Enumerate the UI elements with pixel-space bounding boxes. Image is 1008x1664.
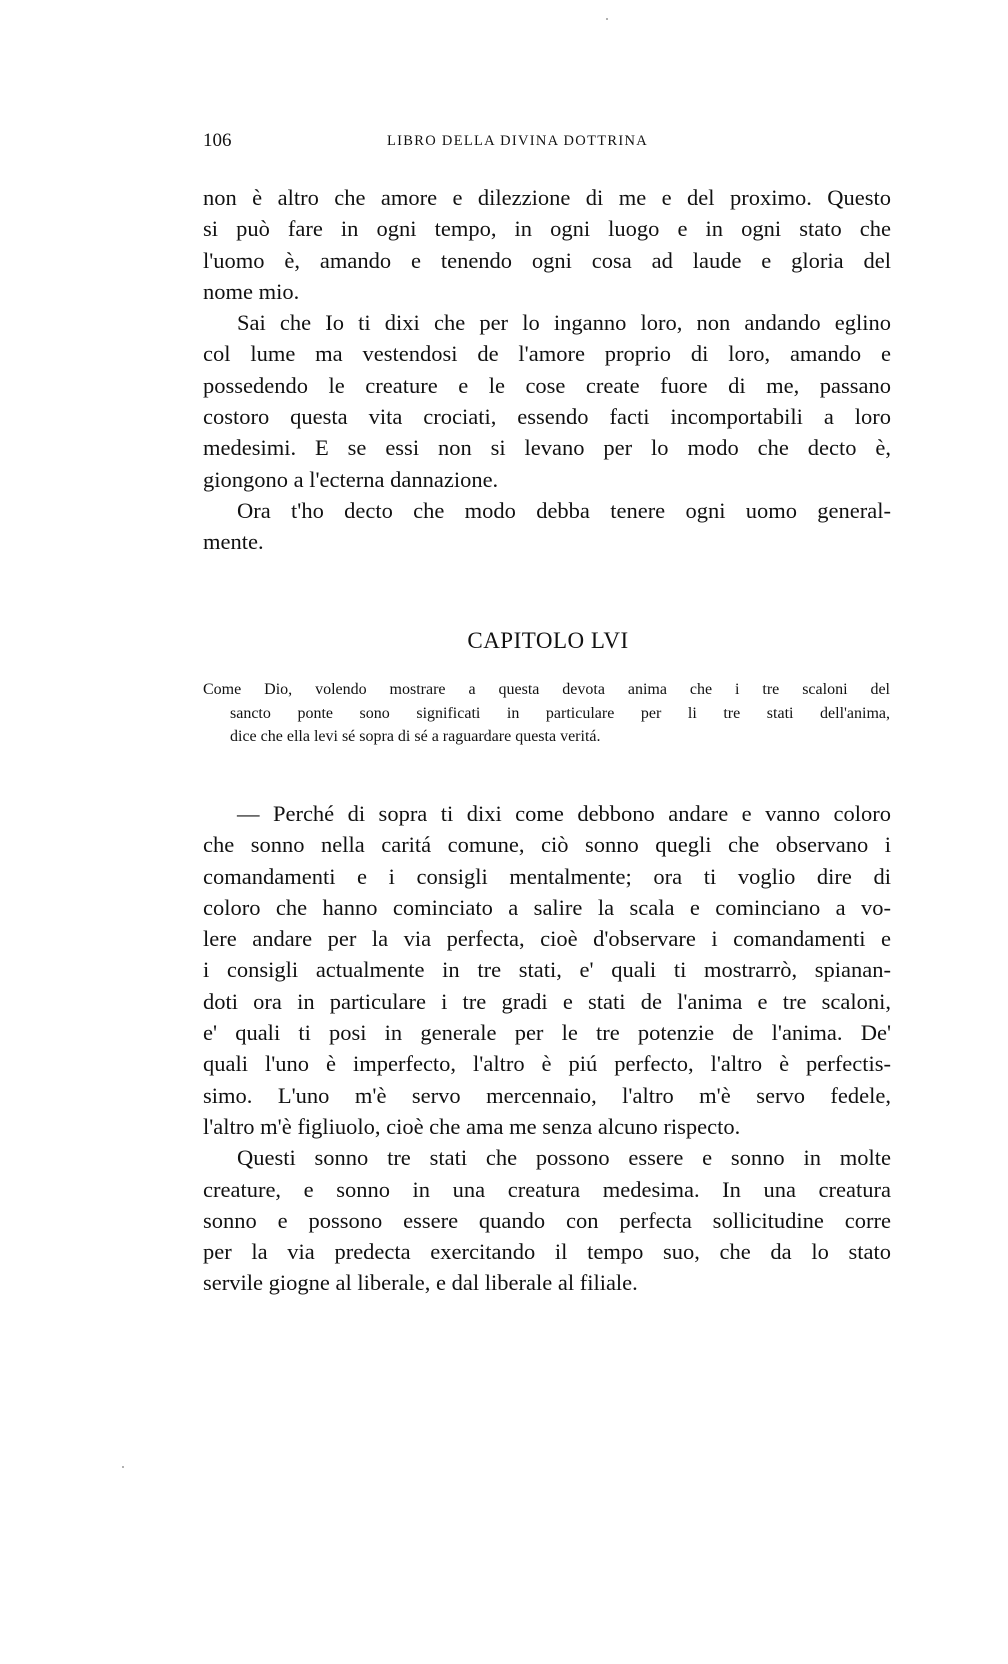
- text-block-body: [203, 798, 891, 1299]
- text-line: sonno e possono essere quando con perfecta sollicitudine corre: [203, 1207, 891, 1233]
- text-line: costoro questa vita crociati, essendo facti incomportabili a loro: [203, 404, 891, 430]
- text-line: per la via predecta exercitando il tempo suo, che da lo stato: [203, 1239, 891, 1265]
- running-header: [203, 130, 893, 154]
- summary-line: sancto ponte sono significati in particulare per li tre stati dell'anima,: [230, 704, 890, 722]
- summary-line: dice che ella levi sé sopra di sé a raguardare questa veritá.: [230, 728, 601, 745]
- chapter-summary: [203, 678, 890, 749]
- chapter-title: CAPITOLO LVI: [467, 628, 629, 653]
- page-number: 106: [203, 130, 232, 151]
- text-line: l'altro m'è figliuolo, cioè che ama me senza alcuno rispecto.: [203, 1113, 741, 1139]
- text-line: si può fare in ogni tempo, in ogni luogo e in ogni stato che: [203, 216, 891, 242]
- text-line: e' quali ti posi in generale per le tre potenzie de l'anima. De': [203, 1020, 891, 1046]
- text-line: nome mio.: [203, 278, 300, 304]
- text-block-top: [203, 182, 891, 558]
- scan-speck: [606, 18, 608, 20]
- text-line: Sai che Io ti dixi che per lo inganno loro, non andando eglino: [237, 310, 891, 336]
- text-line: — Perché di sopra ti dixi come debbono andare e vanno coloro: [237, 801, 891, 826]
- text-line: che sonno nella caritá comune, ciò sonno quegli che observano i: [203, 832, 891, 858]
- text-line: coloro che hanno cominciato a salire la scala e cominciano a vo-: [203, 894, 891, 920]
- text-line: possedendo le creature e le cose create fuore di me, passano: [203, 372, 891, 398]
- text-line: i consigli actualmente in tre stati, e' quali ti mostrarrò, spianan-: [203, 957, 891, 983]
- text-line: servile giogne al liberale, e dal liberale al filiale.: [203, 1270, 638, 1296]
- text-line: giongono a l'ecterna dannazione.: [203, 466, 499, 492]
- text-line: lere andare per la via perfecta, cioè d'observare i comandamenti e: [203, 926, 891, 952]
- text-line: Questi sonno tre stati che possono essere e sonno in molte: [237, 1145, 891, 1171]
- text-line: non è altro che amore e dilezzione di me e del proximo. Questo: [203, 185, 891, 210]
- scan-speck: [122, 1466, 124, 1468]
- text-line: comandamenti e i consigli mentalmente; ora ti voglio dire di: [203, 863, 891, 889]
- text-line: quali l'uno è imperfecto, l'altro è piú perfecto, l'altro è perfectis-: [203, 1051, 891, 1077]
- text-line: medesimi. E se essi non si levano per lo modo che decto è,: [203, 435, 891, 461]
- text-line: creature, e sonno in una creatura medesima. In una creatura: [203, 1176, 891, 1202]
- running-title: LIBRO DELLA DIVINA DOTTRINA: [387, 133, 649, 149]
- text-line: col lume ma vestendosi de l'amore proprio di loro, amando e: [203, 341, 891, 367]
- text-line: simo. L'uno m'è servo mercennaio, l'altro m'è servo fedele,: [203, 1082, 891, 1108]
- text-line: l'uomo è, amando e tenendo ogni cosa ad laude e gloria del: [203, 247, 891, 273]
- text-line: mente.: [203, 529, 264, 555]
- text-line: Ora t'ho decto che modo debba tenere ogni uomo general-: [237, 497, 891, 523]
- summary-line: Come Dio, volendo mostrare a questa devota anima che i tre scaloni del: [203, 681, 890, 698]
- text-line: doti ora in particulare i tre gradi e stati de l'anima e tre scaloni,: [203, 988, 891, 1014]
